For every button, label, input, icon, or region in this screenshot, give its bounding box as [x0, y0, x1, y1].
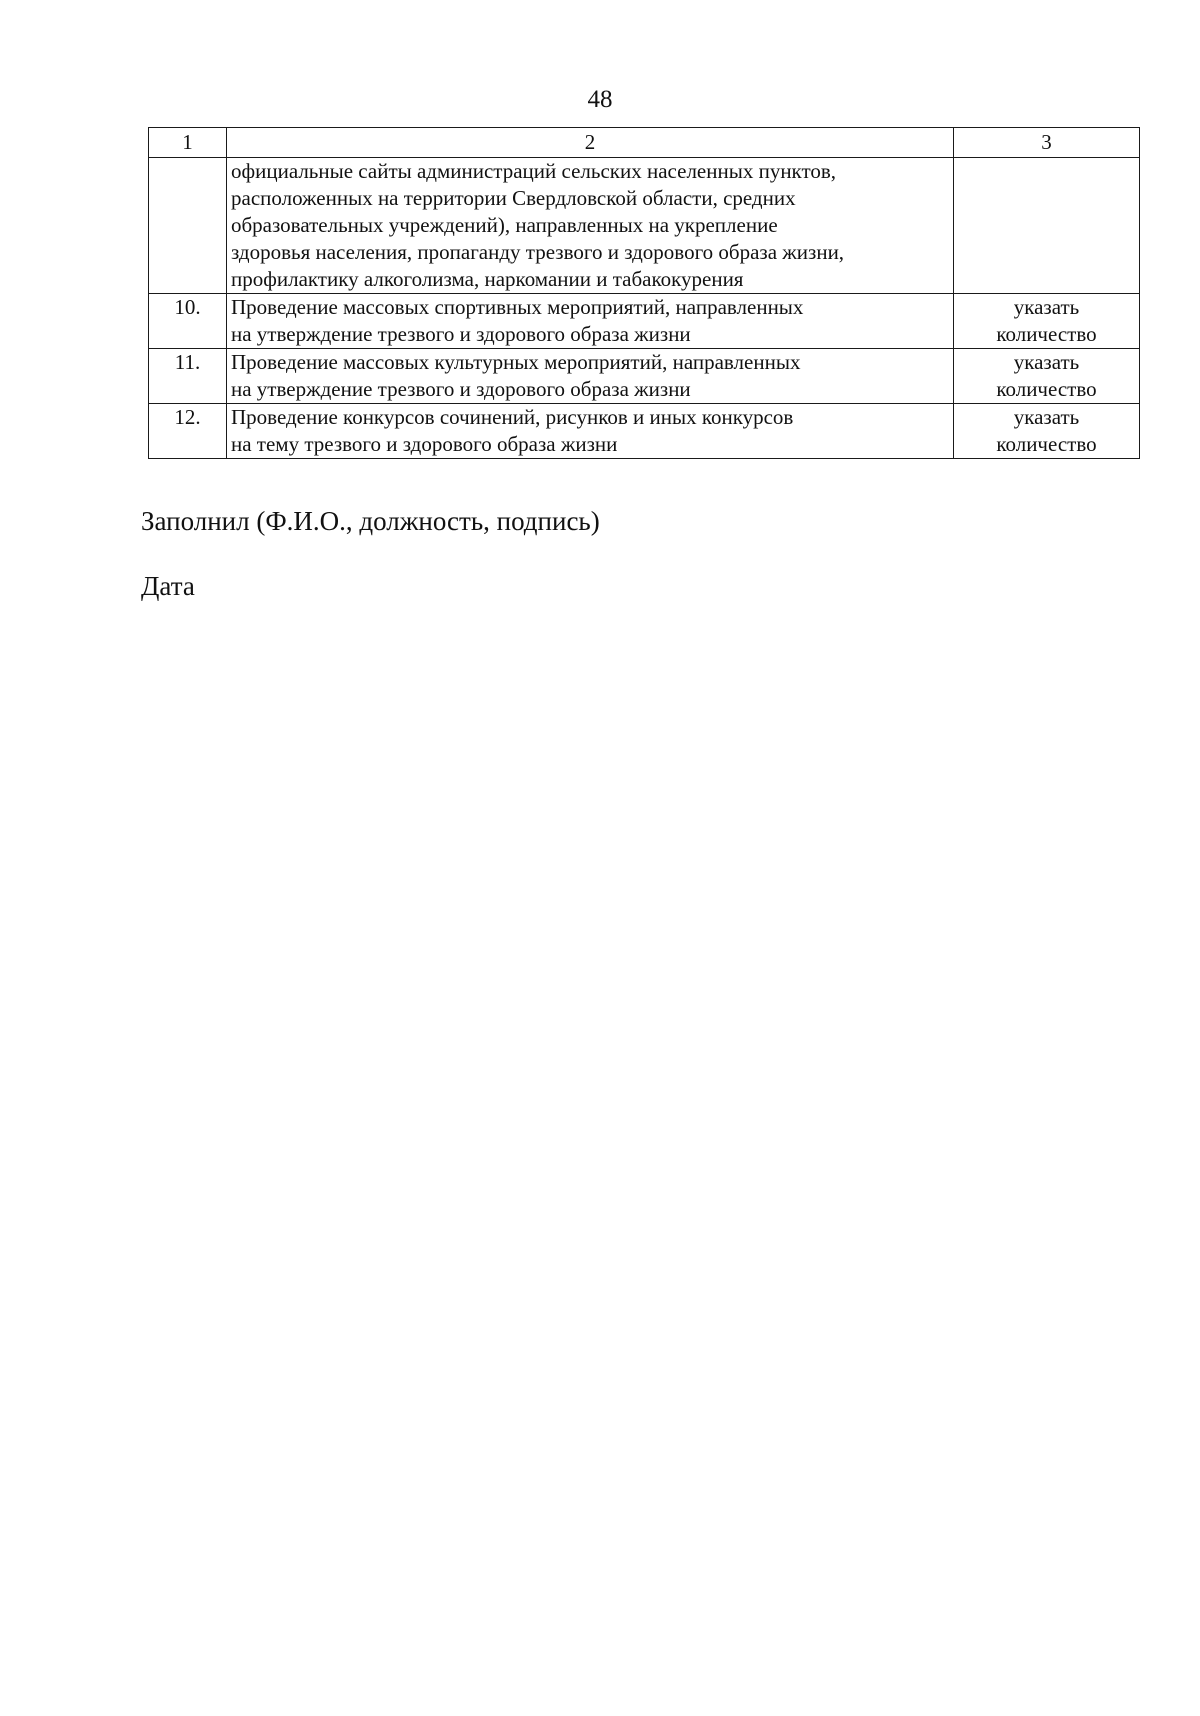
row-text-line: на тему трезвого и здорового образа жизни	[231, 432, 618, 456]
row-text	[227, 349, 954, 404]
table-row	[149, 404, 1140, 459]
row-text-line: Проведение массовых культурных мероприятий, направленных	[231, 350, 801, 374]
quantity-line: количество	[996, 377, 1097, 401]
row-quantity	[954, 294, 1140, 349]
row-text-line: на утверждение трезвого и здорового образа жизни	[231, 322, 691, 346]
table-row	[149, 294, 1140, 349]
quantity-line: количество	[996, 322, 1097, 346]
row-text-line: Проведение конкурсов сочинений, рисунков и иных конкурсов	[231, 405, 794, 429]
column-header: 1	[149, 128, 227, 158]
quantity-line: указать	[1013, 405, 1080, 429]
activities-table	[148, 127, 1140, 459]
row-number: 12.	[149, 404, 227, 459]
table-row	[149, 158, 1140, 294]
row-text-line: профилактику алкоголизма, наркомании и табакокурения	[231, 267, 744, 291]
quantity-line: указать	[1013, 295, 1080, 319]
table-header-row	[149, 128, 1140, 158]
row-quantity	[954, 158, 1140, 294]
quantity-line: количество	[996, 432, 1097, 456]
row-text-line: официальные сайты администраций сельских населенных пунктов,	[231, 159, 837, 183]
column-header: 2	[227, 128, 954, 158]
row-text	[227, 404, 954, 459]
column-header: 3	[954, 128, 1140, 158]
row-number	[149, 158, 227, 294]
row-text-line: здоровья населения, пропаганду трезвого и здорового образа жизни,	[231, 240, 845, 264]
row-text-line: расположенных на территории Свердловской области, средних	[231, 186, 796, 210]
page-number: 48	[587, 86, 613, 113]
signature-label: Заполнил (Ф.И.О., должность, подпись)	[141, 506, 600, 536]
row-quantity	[954, 349, 1140, 404]
row-text	[227, 294, 954, 349]
row-text-line: на утверждение трезвого и здорового образа жизни	[231, 377, 691, 401]
row-quantity	[954, 404, 1140, 459]
row-text-line: образовательных учреждений), направленных на укрепление	[231, 213, 778, 237]
quantity-line: указать	[1013, 350, 1080, 374]
row-text-line: Проведение массовых спортивных мероприятий, направленных	[231, 295, 804, 319]
row-text	[227, 158, 954, 294]
table-row	[149, 349, 1140, 404]
row-number: 10.	[149, 294, 227, 349]
date-label: Дата	[141, 571, 195, 601]
row-number: 11.	[149, 349, 227, 404]
